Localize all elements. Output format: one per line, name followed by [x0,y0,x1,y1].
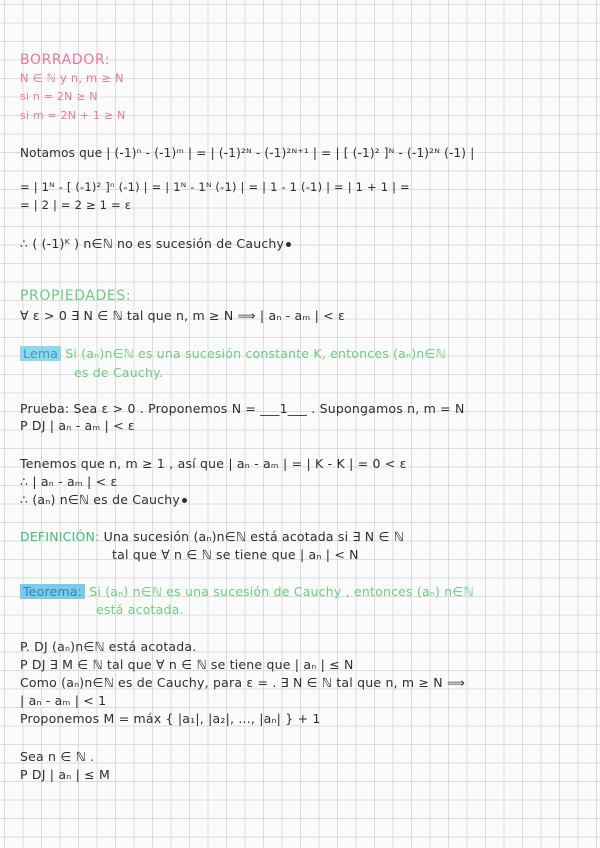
lema-tag: Lema [20,346,61,361]
prueba-line-4: ∴ | aₙ - aₘ | < ε [20,474,118,489]
final-line-6: Sea n ∈ ℕ . [20,749,95,764]
propiedades-heading: PROPIEDADES: [20,288,132,304]
final-line-3: Como (aₙ)n∈ℕ es de Cauchy, para ε = . ∃ N ∈ ℕ tal que n, m ≥ N ⟹ [20,675,466,690]
end-dot-icon [182,498,187,503]
borrador-heading: BORRADOR: [20,52,111,68]
proof-conclusion-text: ∴ ( (-1)ᴷ ) n∈ℕ no es sucesión de Cauchy [20,236,285,251]
teorema-tag: Teorema: [20,584,85,599]
final-line-2: P DJ ∃ M ∈ ℕ tal que ∀ n ∈ ℕ se tiene que | aₙ | ≤ N [20,657,354,672]
final-line-4: | aₙ - aₘ | < 1 [20,693,107,708]
borrador-line-2: si n = 2N ≥ N [20,90,98,103]
lema-line-1 [20,346,446,361]
lema-text-1: Si (aₙ)n∈ℕ es una sucesión constante K, entonces (aₙ)n∈ℕ [65,346,446,361]
prueba-conclusion-text: ∴ (aₙ) n∈ℕ es de Cauchy [20,492,180,507]
definicion-line-2: tal que ∀ n ∈ ℕ se tiene que | aₙ | < N [112,547,359,562]
prueba-line-1: Prueba: Sea ε > 0 . Proponemos N = ___1___ . Supongamos n, m = N [20,401,465,416]
lema-line-2: es de Cauchy. [74,365,164,380]
final-line-5: Proponemos M = máx { |a₁|, |a₂|, ..., |aₙ| } + 1 [20,711,321,726]
definicion-text-1: Una sucesión (aₙ)n∈ℕ está acotada si ∃ N ∈ ℕ [103,529,404,544]
proof-line-1: Notamos que | (-1)ⁿ - (-1)ᵐ | = | (-1)²ᴺ - (-1)²ᴺ⁺¹ | = | [ (-1)² ]ᴺ - (-1)²ᴺ (-1) | [20,146,475,160]
end-dot-icon [286,242,291,247]
teorema-line-1 [20,584,474,599]
propiedades-line-1: ∀ ε > 0 ∃ N ∈ ℕ tal que n, m ≥ N ⟹ | aₙ - aₘ | < ε [20,308,345,323]
definicion-line-1 [20,529,404,544]
borrador-line-3: si m = 2N + 1 ≥ N [20,109,126,122]
proof-line-2: = | 1ᴺ - [ (-1)² ]ⁿ (-1) | = | 1ᴺ - 1ᴺ (-1) | = | 1 - 1 (-1) | = | 1 + 1 | = [20,180,410,194]
prueba-line-2: P DJ | aₙ - aₘ | < ε [20,418,135,433]
borrador-line-1: N ∈ ℕ y n, m ≥ N [20,71,124,85]
teorema-line-2: está acotada. [96,602,184,617]
definicion-tag: DEFINICIÓN: [20,529,100,544]
teorema-text-1: Si (aₙ) n∈ℕ es una sucesión de Cauchy , entonces (aₙ) n∈ℕ [89,584,474,599]
prueba-line-3: Tenemos que n, m ≥ 1 , así que | aₙ - aₘ | = | K - K | = 0 < ε [20,456,407,471]
proof-conclusion [20,236,291,251]
final-line-7: P DJ | aₙ | ≤ M [20,767,111,782]
prueba-line-5 [20,492,187,507]
final-line-1: P. DJ (aₙ)n∈ℕ está acotada. [20,639,197,654]
proof-line-3: = | 2 | = 2 ≥ 1 = ε [20,198,132,212]
